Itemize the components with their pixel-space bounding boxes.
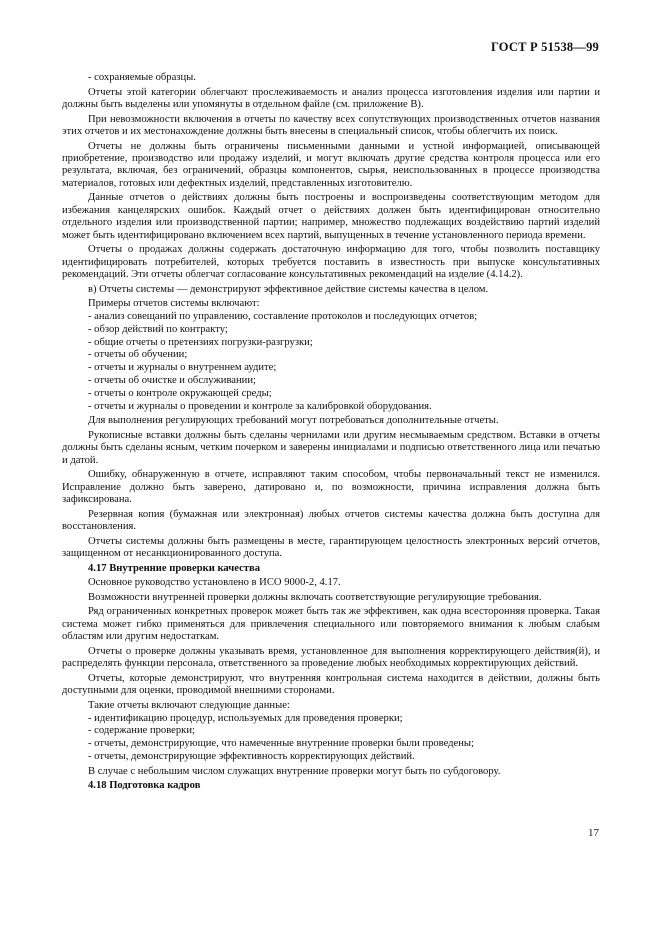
- paragraph: Резервная копия (бумажная или электронная) любых отчетов системы качества должна быть доступна для восстановления.: [62, 508, 600, 532]
- paragraph: Отчеты системы должны быть размещены в месте, гарантирующем целостность электронных версий отчетов, защищенном от несанкционированного доступа.: [62, 535, 600, 559]
- section-heading: 4.18 Подготовка кадров: [88, 780, 201, 792]
- list-item: - отчеты о контроле окружающей среды;: [88, 387, 272, 399]
- paragraph: Отчеты, которые демонстрируют, что внутренняя контрольная система находится в действии, должны быть доступными для оценки, проводимой внешними сторонами.: [62, 672, 600, 697]
- paragraph: Рукописные вставки должны быть сделаны чернилами или другим несмываемым средством. Вставки в отчеты должны быть сделаны ясным, четким почерком и заверены инициалами и подписью ответственного лица или печатью и датой.: [62, 429, 600, 466]
- list-item: - обзор действий по контракту;: [88, 323, 228, 335]
- paragraph: Такие отчеты включают следующие данные:: [88, 699, 290, 711]
- list-item: - отчеты и журналы о внутреннем аудите;: [88, 362, 277, 374]
- body-text: [62, 72, 600, 795]
- list-item: - отчеты об очистке и обслуживании;: [88, 375, 256, 386]
- paragraph: Отчеты о продажах должны содержать достаточную информацию для того, чтобы позволить поставщику идентифицировать потребителей, которых требуется поставить в известность при выпуске консультативных рекомендаций. Эти отчеты облегчат согласование консультативных рекомендаций на изделие (4.14.2).: [62, 244, 600, 281]
- standard-header: ГОСТ Р 51538—99: [490, 40, 599, 54]
- paragraph: Основное руководство установлено в ИСО 9000-2, 4.17.: [88, 577, 341, 589]
- list-item: - отчеты и журналы о проведении и контроле за калибровкой оборудования.: [88, 400, 432, 412]
- page-number: 17: [588, 827, 599, 839]
- list-item: - отчеты об обучении;: [88, 349, 188, 361]
- paragraph: Отчеты о проверке должны указывать время, установленное для выполнения корректирующего действия(й), и распределять функции персонала, ответственного за проведение любых необходимых корректирующих действий.: [62, 645, 600, 670]
- paragraph: Примеры отчетов системы включают:: [88, 298, 260, 310]
- section-heading: 4.17 Внутренние проверки качества: [88, 562, 260, 574]
- list-item: - отчеты, демонстрирующие эффективность корректирующих действий.: [88, 750, 415, 762]
- list-item: - общие отчеты о претензиях погрузки-разгрузки;: [88, 336, 313, 348]
- paragraph: Ряд ограниченных конкретных проверок может быть так же эффективен, как одна всесторонняя проверка. Такая система может гибко применяться для привлечения специального или повторяемого внимания к любым слабым областям или другим недостаткам.: [62, 606, 600, 643]
- paragraph: Отчеты этой категории облегчают прослеживаемость и анализ процесса изготовления изделия или партии и должны быть выделены или упомянуты в отдельном файле (см. приложение В).: [62, 86, 600, 110]
- list-item: - сохраняемые образцы.: [88, 72, 196, 83]
- paragraph: Для выполнения регулирующих требований могут потребоваться дополнительные отчеты.: [88, 415, 499, 427]
- list-item: - содержание проверки;: [88, 725, 195, 737]
- list-item: - идентификацию процедур, используемых для проведения проверки;: [88, 712, 403, 724]
- list-item: - отчеты, демонстрирующие, что намеченные внутренние проверки были проведены;: [88, 738, 474, 750]
- paragraph: Ошибку, обнаруженную в отчете, исправляют таким способом, чтобы первоначальный текст не изменился. Исправление должно быть заверено, датировано и, по возможности, причина исправления должна быть зафиксирована.: [62, 469, 600, 505]
- paragraph: Данные отчетов о действиях должны быть построены и воспроизведены соответствующим методом для избежания канцелярских ошибок. Каждый отчет о действиях должен быть идентифицирован относительно отдельного изделия или производственной партии; например, множество подлежащих воздействию партий изделий может быть идентифицировано включением всех партий, выпущенных в течение установленного периода времени.: [62, 192, 600, 241]
- paragraph: Отчеты не должны быть ограничены письменными данными и устной информацией, описывающей приобретение, производство или продажу изделий, и могут включать другие средства контроля процесса или его результата, включая, без ограничений, образцы компонентов, сырья, неиспользованных в процессе производства материалов, готовых или дефектных изделий, представленных изготовителю.: [62, 140, 600, 189]
- paragraph: В случае с небольшим числом служащих внутренние проверки могут быть по субдоговору.: [88, 765, 501, 777]
- paragraph: Возможности внутренней проверки должны включать соответствующие регулирующие требования.: [88, 591, 542, 603]
- paragraph: в) Отчеты системы — демонстрируют эффективное действие системы качества в целом.: [88, 283, 489, 295]
- paragraph: При невозможности включения в отчеты по качеству всех сопутствующих производственных отчетов названия этих отчетов и их местонахождение должны быть внесены в специальный список, чтобы облегчить их поиск.: [62, 113, 600, 137]
- list-item: - анализ совещаний по управлению, составление протоколов и последующих отчетов;: [88, 311, 478, 323]
